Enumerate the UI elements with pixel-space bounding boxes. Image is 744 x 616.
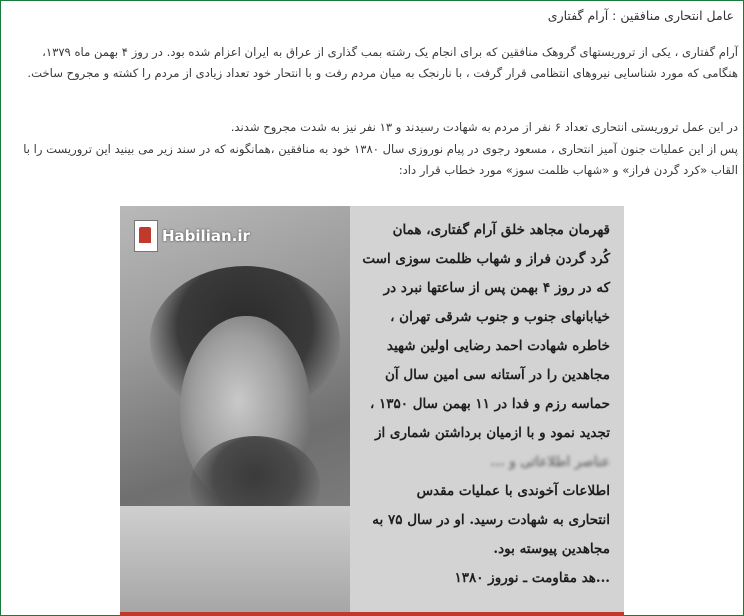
watermark-text: Habilian.ir: [162, 227, 250, 245]
habilian-logo-icon: [134, 220, 158, 252]
clipping-line: خاطره شهادت احمد رضایی اولین شهید: [386, 338, 610, 354]
clipping-line: ...هد مقاومت ـ نوروز ۱۳۸۰: [454, 570, 610, 586]
clipping-line: حماسه رزم و فدا در ۱۱ بهمن سال ۱۳۵۰ ،: [369, 396, 610, 412]
portrait-image: [120, 206, 350, 616]
clipping-line: عناصر اطلاعاتی و ...: [490, 454, 610, 470]
image-bottom-border: [120, 612, 624, 616]
clipping-line: انتحاری به شهادت رسید. او در سال ۷۵ به: [372, 512, 610, 528]
clipping-line: قهرمان مجاهد خلق آرام گفتاری، همان: [392, 222, 610, 238]
clipping-text: [360, 216, 610, 593]
clipping-line: مجاهدین را در آستانه سی امین سال آن: [384, 367, 610, 383]
portrait-shirt: [120, 506, 350, 616]
clipping-line: تجدید نمود و با ازمیان برداشتن شماری از: [374, 425, 610, 441]
article-title: عامل انتحاری منافقین : آرام گفتاری: [547, 8, 734, 23]
watermark-logo: [134, 220, 250, 252]
clipping-line: اطلاعات آخوندی با عملیات مقدس: [416, 483, 610, 499]
newspaper-clipping: [350, 206, 624, 616]
paragraph-3: پس از این عملیات جنون آمیز انتحاری ، مسعود رجوی در پیام نوروزی سال ۱۳۸۰ خود به منافقین ،همانگونه که در سند زیر می بینید این تروریست را با القاب «کرد گردن فراز» و «شهاب ظلمت سوز» مورد خطاب قرار داد:: [23, 142, 738, 177]
paragraph-1: آرام گفتاری ، یکی از تروریستهای گروهک منافقین که برای انجام یک رشته بمب گذاری از عراق به ایران اعزام شده بود. در روز ۴ بهمن ماه ۱۳۷۹، هنگامی که مورد شناسایی نیروهای انتظامی قرار گرفت ، با نارنجک به میان مردم رفت و با انتحار خود تعداد زیادی از مردم را کشته و مجروح ساخت.: [27, 45, 738, 80]
paragraph-2: در این عمل تروریستی انتحاری تعداد ۶ نفر از مردم به شهادت رسیدند و ۱۳ نفر نیز به شدت مجروح شدند.: [230, 120, 738, 134]
clipping-line: مجاهدین پیوسته بود.: [493, 541, 610, 557]
clipping-line: کُرد گردن فراز و شهاب ظلمت سوزی است: [362, 251, 610, 267]
clipping-line: که در روز ۴ بهمن پس از ساعتها نبرد در: [383, 280, 610, 296]
document-photo[interactable]: [120, 206, 624, 616]
clipping-line: خیابانهای جنوب و جنوب شرقی تهران ،: [390, 309, 610, 325]
